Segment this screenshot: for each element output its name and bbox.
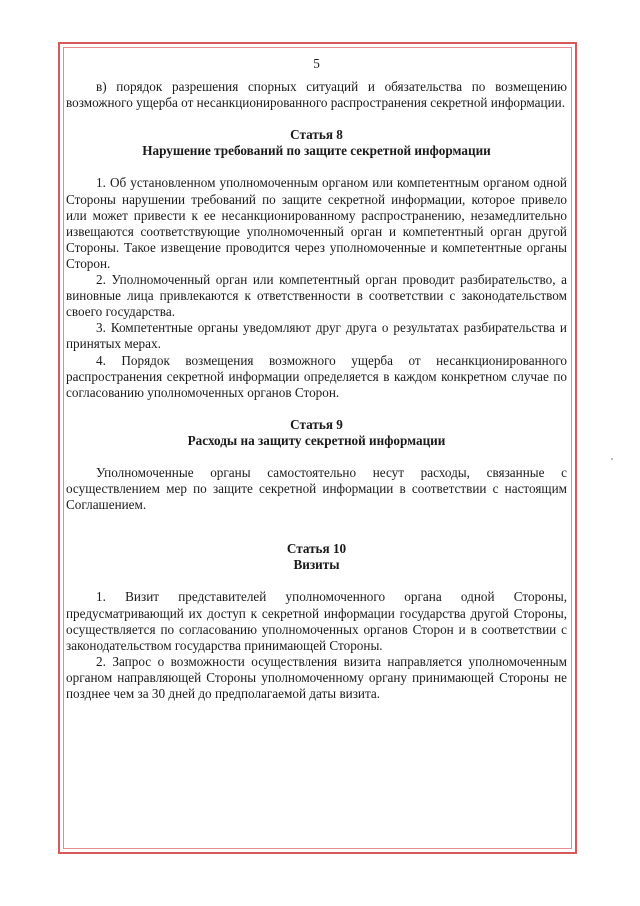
article-10-subtitle: Визиты — [293, 557, 340, 573]
article-8-title: Статья 8 — [290, 127, 343, 143]
article-8-paragraph-1: 1. Об установленном уполномоченным органом или компетентным органом одной Стороны нарушении требований по защите секретной информации, которое привело или может привести к ее несанкционированному распространению, незамедлительно извещаются соответствующие уполномоченный орган и компетентный орган другой Стороны. Такое извещение проводится через уполномоченные и компетентные органы Сторон. — [66, 175, 567, 271]
article-8-paragraph-2: 2. Уполномоченный орган или компетентный орган проводит разбирательство, а виновные лица привлекаются к ответственности в соответствии с законодательством своего государства. — [66, 272, 567, 320]
intro-paragraph: в) порядок разрешения спорных ситуаций и обязательства по возмещению возможного ущерба от несанкционированного распространения секретной информации. — [66, 79, 567, 111]
article-9-subtitle: Расходы на защиту секретной информации — [187, 432, 446, 448]
article-10-paragraph-2: 2. Запрос о возможности осуществления визита направляется уполномоченным органом направляющей Стороны уполномоченному органу принимающей Стороны не позднее чем за 30 дней до предполагаемой даты визита. — [66, 653, 567, 701]
article-9-title: Статья 9 — [290, 416, 343, 432]
article-10-paragraph-1: 1. Визит представителей уполномоченного органа одной Стороны, предусматривающий их доступ к секретной информации государства другой Стороны, осуществляется по согласованию уполномоченных органов Сторон и в соответствии с законодательством государства принимающей Стороны. — [66, 589, 567, 653]
margin-speck — [611, 458, 613, 460]
page-number: 5 — [313, 56, 320, 71]
article-9-paragraph-1: Уполномоченные органы самостоятельно несут расходы, связанные с осуществлением мер по защите секретной информации в соответствии с настоящим Соглашением. — [66, 464, 567, 513]
article-8-paragraph-4: 4. Порядок возмещения возможного ущерба от несанкционированного распространения секретной информации определяется в каждом конкретном случае по согласованию уполномоченных органов Сторон. — [66, 352, 567, 400]
document-body — [66, 56, 567, 702]
article-8-paragraph-3: 3. Компетентные органы уведомляют друг друга о результатах разбирательства и принятых мерах. — [66, 320, 567, 352]
article-10-title: Статья 10 — [286, 541, 347, 557]
article-8-subtitle: Нарушение требований по защите секретной информации — [142, 143, 491, 159]
